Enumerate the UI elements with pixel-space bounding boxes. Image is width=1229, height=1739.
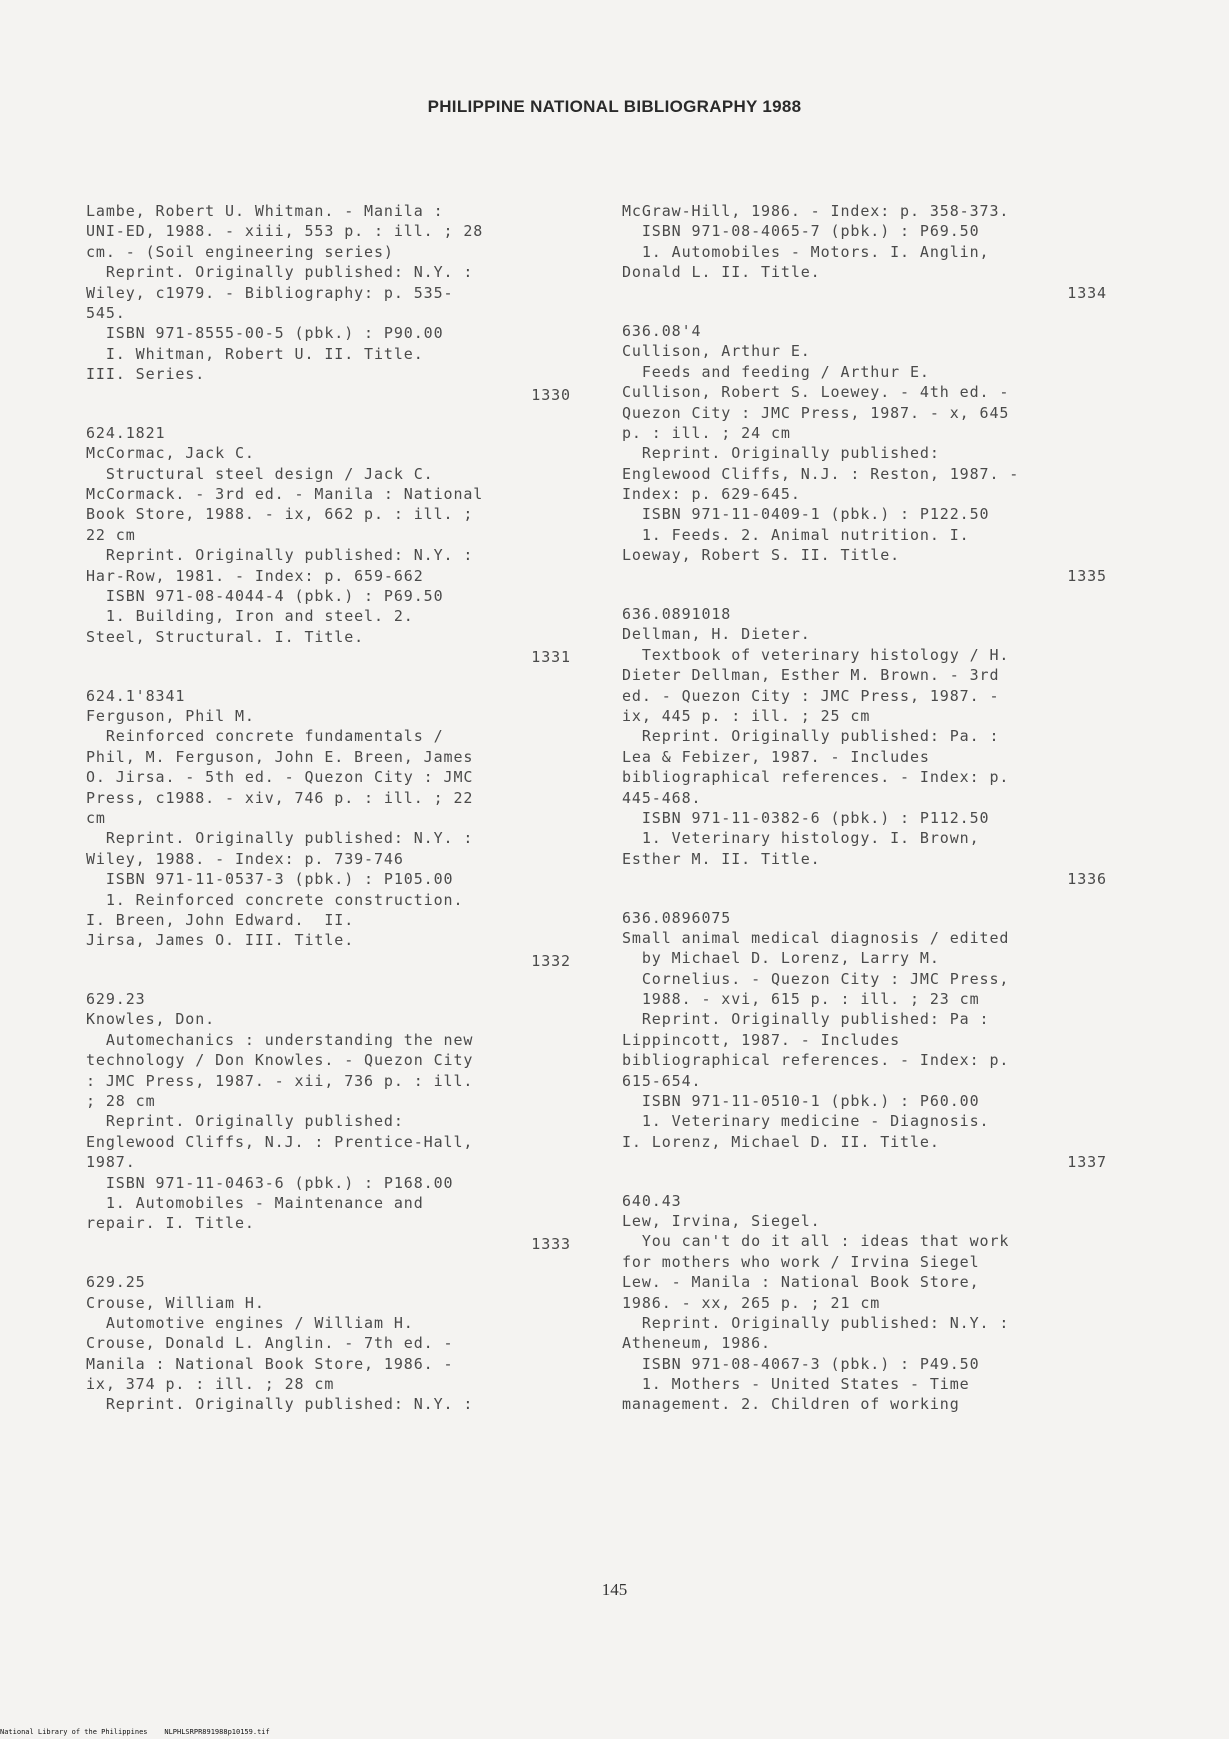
entry-number: 1334 bbox=[1067, 283, 1107, 302]
bibliography-entry bbox=[622, 201, 1107, 303]
entry-line: Donald L. II. Title. bbox=[622, 263, 821, 282]
entry-line: management. 2. Children of working bbox=[622, 1395, 960, 1414]
entry-line: Reprint. Originally published: bbox=[86, 1112, 404, 1131]
entry-line: Phil, M. Ferguson, John E. Breen, James bbox=[86, 747, 474, 766]
entry-line: repair. I. Title. bbox=[86, 1214, 255, 1233]
entry-line: Reinforced concrete fundamentals / bbox=[86, 727, 444, 746]
entry-line: 445-468. bbox=[622, 788, 702, 807]
entry-line: Automechanics : understanding the new bbox=[86, 1030, 474, 1049]
entry-line: Quezon City : JMC Press, 1987. - x, 645 bbox=[622, 403, 1010, 422]
entry-line: Wiley, 1988. - Index: p. 739-746 bbox=[86, 849, 404, 868]
entry-line: Structural steel design / Jack C. bbox=[86, 464, 434, 483]
entry-line: technology / Don Knowles. - Quezon City bbox=[86, 1051, 474, 1070]
entry-line: 640.43 bbox=[622, 1191, 682, 1210]
entry-line: Lippincott, 1987. - Includes bbox=[622, 1030, 901, 1049]
entry-line: 1986. - xx, 265 p. ; 21 cm bbox=[622, 1293, 881, 1312]
entry-line: ISBN 971-08-4065-7 (pbk.) : P69.50 bbox=[622, 222, 980, 241]
entry-line: Cornelius. - Quezon City : JMC Press, bbox=[622, 969, 1010, 988]
bibliography-entry bbox=[622, 604, 1107, 889]
entry-line: Textbook of veterinary histology / H. bbox=[622, 645, 1010, 664]
entry-line: Small animal medical diagnosis / edited bbox=[622, 928, 1010, 947]
entry-line: 1. Building, Iron and steel. 2. bbox=[86, 607, 414, 626]
scan-footer: National Library of the Philippines NLPHLSRPR891988p10159.tif bbox=[0, 1728, 270, 1736]
entry-line: Esther M. II. Title. bbox=[622, 849, 821, 868]
entry-line: Press, c1988. - xiv, 746 p. : ill. ; 22 bbox=[86, 788, 474, 807]
entry-line: ix, 445 p. : ill. ; 25 cm bbox=[622, 706, 871, 725]
entry-line: Wiley, c1979. - Bibliography: p. 535- bbox=[86, 283, 454, 302]
entry-line: 624.1821 bbox=[86, 423, 166, 442]
entry-line: I. Breen, John Edward. II. bbox=[86, 910, 355, 929]
entry-line: 1. Reinforced concrete construction. bbox=[86, 890, 464, 909]
entry-line: Manila : National Book Store, 1986. - bbox=[86, 1354, 454, 1373]
entry-line: 636.0891018 bbox=[622, 605, 732, 624]
entry-line: Lew, Irvina, Siegel. bbox=[622, 1211, 821, 1230]
entry-line: 1. Automobiles - Maintenance and bbox=[86, 1193, 424, 1212]
entry-line: 624.1'8341 bbox=[86, 686, 186, 705]
entry-line: Reprint. Originally published: N.Y. : bbox=[86, 546, 474, 565]
entry-line: Cullison, Robert S. Loewey. - 4th ed. - bbox=[622, 383, 1010, 402]
bibliography-entry bbox=[86, 1272, 571, 1415]
entry-line: ISBN 971-11-0463-6 (pbk.) : P168.00 bbox=[86, 1173, 454, 1192]
bibliography-entry bbox=[86, 423, 571, 668]
entry-line: Ferguson, Phil M. bbox=[86, 706, 255, 725]
entry-line: Dellman, H. Dieter. bbox=[622, 625, 811, 644]
entry-line: ; 28 cm bbox=[86, 1092, 156, 1111]
entry-line: ISBN 971-11-0510-1 (pbk.) : P60.00 bbox=[622, 1092, 980, 1111]
entry-line: cm. - (Soil engineering series) bbox=[86, 242, 394, 261]
entry-line: I. Whitman, Robert U. II. Title. bbox=[86, 344, 424, 363]
bibliography-entry bbox=[86, 686, 571, 971]
entry-number: 1331 bbox=[531, 648, 571, 667]
entry-line: You can't do it all : ideas that work bbox=[622, 1232, 1010, 1251]
entry-line: Feeds and feeding / Arthur E. bbox=[622, 362, 930, 381]
page-title: PHILIPPINE NATIONAL BIBLIOGRAPHY 1988 bbox=[427, 97, 802, 116]
entry-line: Jirsa, James O. III. Title. bbox=[86, 931, 355, 950]
entry-line: 1. Veterinary medicine - Diagnosis. bbox=[622, 1112, 990, 1131]
entry-number: 1335 bbox=[1067, 566, 1107, 585]
entry-line: Crouse, William H. bbox=[86, 1293, 265, 1312]
entry-line: p. : ill. ; 24 cm bbox=[622, 423, 791, 442]
entry-line: Lambe, Robert U. Whitman. - Manila : bbox=[86, 202, 444, 220]
entry-line: Book Store, 1988. - ix, 662 p. : ill. ; bbox=[86, 505, 474, 524]
entry-line: 629.25 bbox=[86, 1273, 146, 1292]
entry-line: ix, 374 p. : ill. ; 28 cm bbox=[86, 1375, 335, 1394]
entry-line: Englewood Cliffs, N.J. : Prentice-Hall, bbox=[86, 1132, 474, 1151]
bibliography-entry bbox=[622, 1191, 1107, 1415]
bibliography-entry bbox=[622, 321, 1107, 586]
entry-line: Automotive engines / William H. bbox=[86, 1313, 414, 1332]
entry-line: 545. bbox=[86, 303, 126, 322]
entry-line: 1. Feeds. 2. Animal nutrition. I. bbox=[622, 525, 970, 544]
entry-line: Englewood Cliffs, N.J. : Reston, 1987. - bbox=[622, 464, 1020, 483]
entry-line: Lea & Febizer, 1987. - Includes bbox=[622, 747, 930, 766]
entry-line: ed. - Quezon City : JMC Press, 1987. - bbox=[622, 686, 1000, 705]
page-number: 145 bbox=[601, 1580, 628, 1599]
entry-line: Reprint. Originally published: N.Y. : bbox=[86, 829, 474, 848]
entry-line: 1. Automobiles - Motors. I. Anglin, bbox=[622, 242, 990, 261]
left-column bbox=[86, 201, 571, 1433]
entry-line: Index: p. 629-645. bbox=[622, 485, 801, 504]
entry-line: Dieter Dellman, Esther M. Brown. - 3rd bbox=[622, 666, 1000, 685]
entry-line: Reprint. Originally published: Pa : bbox=[622, 1010, 990, 1029]
entry-line: ISBN 971-08-4044-4 (pbk.) : P69.50 bbox=[86, 587, 444, 606]
entry-number: 1336 bbox=[1067, 870, 1107, 889]
entry-line: Crouse, Donald L. Anglin. - 7th ed. - bbox=[86, 1334, 454, 1353]
entry-line: 22 cm bbox=[86, 525, 136, 544]
entry-line: ISBN 971-8555-00-5 (pbk.) : P90.00 bbox=[86, 324, 444, 343]
entry-line: Reprint. Originally published: Pa. : bbox=[622, 727, 1000, 746]
entry-line: 1987. bbox=[86, 1153, 136, 1172]
entry-line: bibliographical references. - Index: p. bbox=[622, 1051, 1010, 1070]
entry-line: I. Lorenz, Michael D. II. Title. bbox=[622, 1132, 940, 1151]
bibliography-entry bbox=[86, 201, 571, 405]
entry-line: 1988. - xvi, 615 p. : ill. ; 23 cm bbox=[622, 990, 980, 1009]
entry-line: Lew. - Manila : National Book Store, bbox=[622, 1273, 980, 1292]
entry-line: Steel, Structural. I. Title. bbox=[86, 627, 365, 646]
entry-line: Loeway, Robert S. II. Title. bbox=[622, 546, 901, 565]
entry-line: bibliographical references. - Index: p. bbox=[622, 768, 1010, 787]
entry-number: 1337 bbox=[1067, 1153, 1107, 1172]
entry-line: 615-654. bbox=[622, 1071, 702, 1090]
entry-line: : JMC Press, 1987. - xii, 736 p. : ill. bbox=[86, 1071, 474, 1090]
entry-line: 629.23 bbox=[86, 990, 146, 1009]
entry-line: for mothers who work / Irvina Siegel bbox=[622, 1252, 980, 1271]
entry-number: 1330 bbox=[531, 385, 571, 404]
entry-line: Atheneum, 1986. bbox=[622, 1334, 771, 1353]
entry-line: McCormac, Jack C. bbox=[86, 444, 255, 463]
entry-number: 1333 bbox=[531, 1234, 571, 1253]
entry-line: ISBN 971-11-0409-1 (pbk.) : P122.50 bbox=[622, 505, 990, 524]
entry-number: 1332 bbox=[531, 951, 571, 970]
entry-line: III. Series. bbox=[86, 365, 206, 384]
entry-line: McGraw-Hill, 1986. - Index: p. 358-373. bbox=[622, 202, 1010, 220]
entry-line: Har-Row, 1981. - Index: p. 659-662 bbox=[86, 566, 424, 585]
entry-line: O. Jirsa. - 5th ed. - Quezon City : JMC bbox=[86, 768, 474, 787]
entry-line: Reprint. Originally published: N.Y. : bbox=[86, 263, 474, 282]
bibliography-entry bbox=[622, 908, 1107, 1173]
entry-line: 1. Mothers - United States - Time bbox=[622, 1375, 970, 1394]
entry-line: 636.0896075 bbox=[622, 908, 732, 927]
right-column bbox=[622, 201, 1107, 1433]
entry-line: by Michael D. Lorenz, Larry M. bbox=[622, 949, 940, 968]
entry-line: ISBN 971-11-0537-3 (pbk.) : P105.00 bbox=[86, 870, 454, 889]
entry-line: ISBN 971-11-0382-6 (pbk.) : P112.50 bbox=[622, 808, 990, 827]
entry-line: Knowles, Don. bbox=[86, 1010, 216, 1029]
entry-line: 1. Veterinary histology. I. Brown, bbox=[622, 829, 980, 848]
entry-line: cm bbox=[86, 808, 106, 827]
entry-line: Reprint. Originally published: N.Y. : bbox=[86, 1395, 474, 1414]
bibliography-entry bbox=[86, 989, 571, 1254]
entry-line: Cullison, Arthur E. bbox=[622, 342, 811, 361]
entry-line: 636.08'4 bbox=[622, 321, 702, 340]
entry-line: Reprint. Originally published: N.Y. : bbox=[622, 1313, 1010, 1332]
entry-line: ISBN 971-08-4067-3 (pbk.) : P49.50 bbox=[622, 1354, 980, 1373]
entry-line: Reprint. Originally published: bbox=[622, 444, 940, 463]
entry-line: UNI-ED, 1988. - xiii, 553 p. : ill. ; 28 bbox=[86, 222, 484, 241]
entry-line: McCormack. - 3rd ed. - Manila : National bbox=[86, 485, 484, 504]
